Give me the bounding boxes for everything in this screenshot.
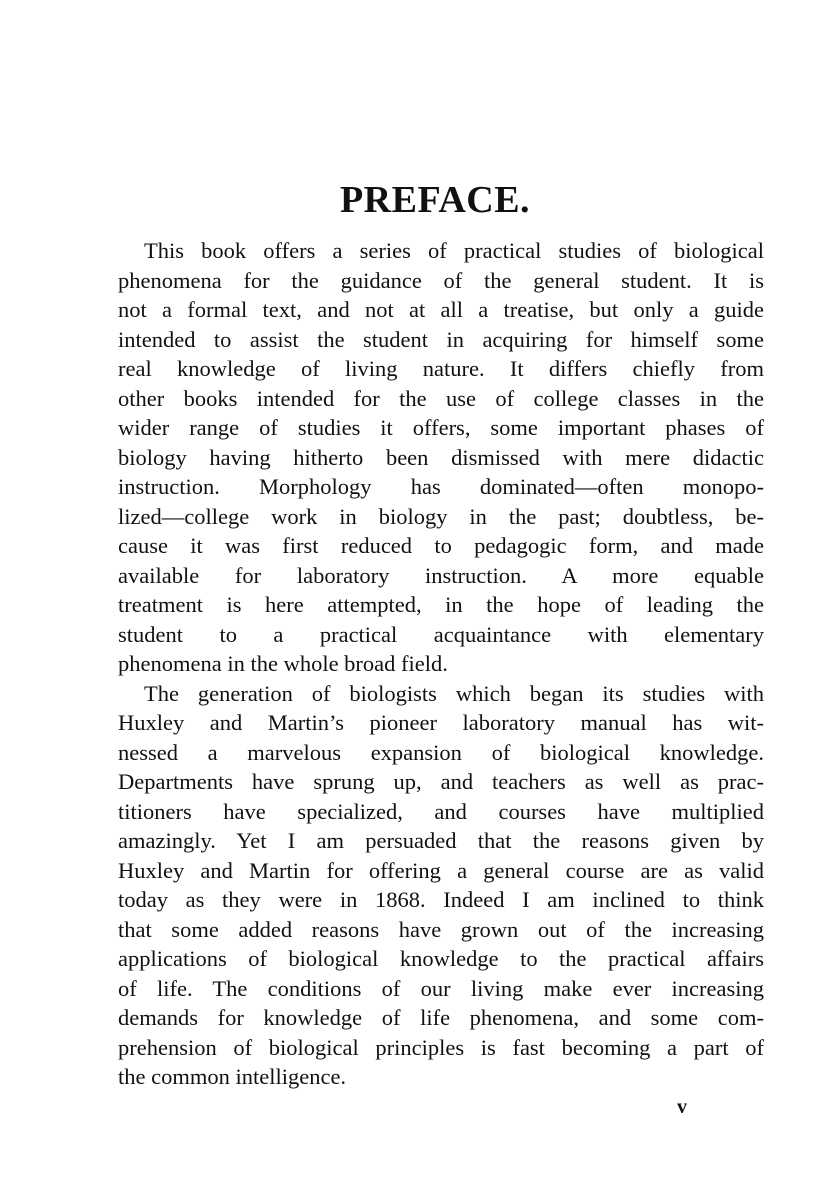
text-line: nessed a marvelous expansion of biological knowledge. bbox=[118, 739, 764, 765]
text-line: phenomena in the whole broad field. bbox=[118, 651, 448, 676]
text-line: demands for knowledge of life phenomena, and some com- bbox=[118, 1005, 764, 1030]
text-line: real knowledge of living nature. It differs chiefly from bbox=[118, 356, 764, 381]
text-line: instruction. Morphology has dominated—often monopo- bbox=[118, 474, 764, 499]
page-title: PREFACE. bbox=[339, 179, 531, 221]
text-line: intended to assist the student in acquiring for himself some bbox=[118, 326, 764, 352]
page-number: v bbox=[677, 1096, 687, 1118]
text-line: that some added reasons have grown out of the increasing bbox=[118, 916, 764, 942]
text-line: cause it was first reduced to pedagogic form, and made bbox=[118, 533, 764, 558]
text-line: biology having hitherto been dismissed with mere didactic bbox=[118, 444, 764, 470]
text-line: titioners have specialized, and courses have multiplied bbox=[118, 798, 764, 824]
text-line: treatment is here attempted, in the hope of leading the bbox=[118, 592, 764, 617]
text-line: prehension of biological principles is fast becoming a part of bbox=[118, 1034, 764, 1060]
text-line: not a formal text, and not at all a treatise, but only a guide bbox=[118, 297, 764, 322]
text-line: of life. The conditions of our living make ever increasing bbox=[118, 975, 764, 1001]
text-line: Huxley and Martin for offering a general course are as valid bbox=[118, 857, 764, 883]
text-line: The generation of biologists which began its studies with bbox=[144, 680, 764, 706]
text-line: applications of biological knowledge to the practical affairs bbox=[118, 946, 764, 971]
text-line: today as they were in 1868. Indeed I am inclined to think bbox=[118, 887, 764, 912]
text-line: student to a practical acquaintance with elementary bbox=[118, 621, 764, 647]
text-line: Huxley and Martin’s pioneer laboratory manual has wit- bbox=[118, 710, 764, 735]
text-line: wider range of studies it offers, some important phases of bbox=[118, 415, 764, 440]
text-line: available for laboratory instruction. A more equable bbox=[118, 562, 764, 588]
text-line: the common intelligence. bbox=[118, 1064, 347, 1089]
paragraph-2 bbox=[118, 679, 764, 1092]
text-line: other books intended for the use of college classes in the bbox=[118, 385, 764, 411]
text-line: This book offers a series of practical studies of biological bbox=[144, 238, 764, 263]
text-line: lized—college work in biology in the past; doubtless, be- bbox=[118, 503, 764, 529]
text-line: amazingly. Yet I am persuaded that the reasons given by bbox=[118, 828, 764, 853]
text-line: phenomena for the guidance of the general student. It is bbox=[118, 267, 764, 293]
paragraph-1 bbox=[118, 236, 764, 679]
preface-body bbox=[118, 236, 764, 1092]
text-line: Departments have sprung up, and teachers as well as prac- bbox=[118, 769, 764, 794]
